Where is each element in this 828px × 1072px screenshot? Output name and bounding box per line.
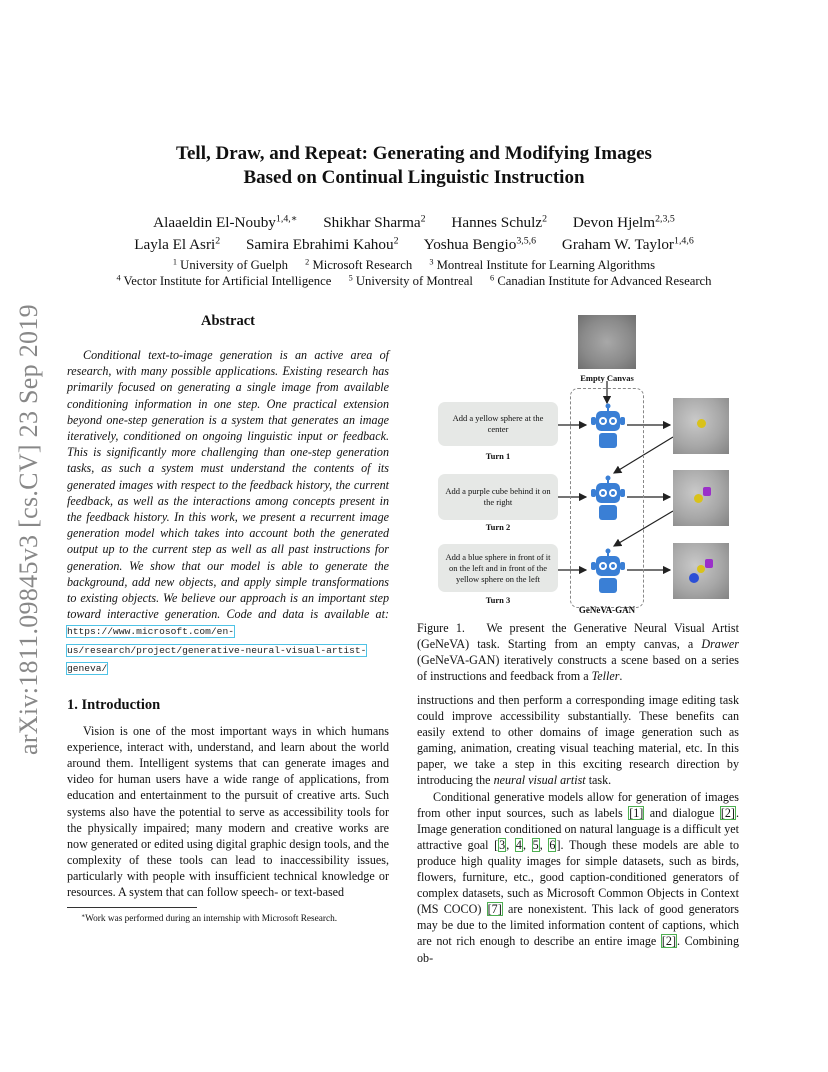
author-affil-mark: 1,4,6 bbox=[674, 235, 694, 247]
citation-link[interactable]: [2] bbox=[720, 805, 735, 820]
abstract-heading: Abstract bbox=[201, 313, 255, 329]
affiliation-list bbox=[40, 257, 788, 289]
affiliation: Vector Institute for Artificial Intelligence bbox=[123, 274, 332, 288]
citation-link[interactable]: [1] bbox=[629, 805, 644, 820]
abstract-body bbox=[67, 347, 389, 677]
separator: , bbox=[522, 837, 532, 852]
paragraph-text: and dialogue bbox=[649, 805, 715, 820]
separator: , bbox=[506, 837, 515, 852]
body-paragraph bbox=[417, 692, 739, 789]
yellow-sphere bbox=[694, 494, 703, 503]
turn-1-result-image bbox=[673, 398, 729, 454]
abstract-text: Conditional text-to-image generation is an active area of research, with many possible applications. Existing research has primarily focused on generating a single image from available conditioning information in one step. One practical extension beyond one-step generation is a system that generates an image iteratively, conditioned on ongoing linguistic input or feedback. This is significantly more challenging than one-step generation tasks, as such a system must understand the contents of its generated images with respect to the feedback history, the current feedback, as well as the interactions among concepts present in the feedback history. In this work, we present a recurrent image generation model which takes into account both the generated output up to the current step as well as all past instructions for generation. We show that our model is able to generate the background, add new objects, and apply simple transformations to existing objects. We believe our approach is an important step toward interactive generation. Code and data is available at: bbox=[67, 348, 389, 622]
instruction-turn-2: Add a purple cube behind it on the right bbox=[438, 474, 558, 520]
turn-3-result-image bbox=[673, 543, 729, 599]
separator: , bbox=[539, 837, 549, 852]
paragraph-text: . Combining ob- bbox=[417, 934, 739, 965]
affil-number: 4 bbox=[116, 273, 121, 283]
paragraph-text: task. bbox=[588, 773, 612, 788]
paragraph-text: . Image generation conditioned on natural language is a difficult yet attractive goal [ bbox=[417, 805, 739, 852]
caption-label: Figure 1. bbox=[417, 621, 465, 635]
author-list bbox=[60, 212, 768, 256]
section-heading-introduction: 1. Introduction bbox=[67, 697, 161, 714]
robot-icon bbox=[590, 403, 626, 449]
project-link[interactable]: https://www.microsoft.com/en-us/research/project/generative-neural-visual-artist-geneva/ bbox=[67, 626, 367, 674]
instruction-turn-3: Add a blue sphere in front of it on the left and in front of the yellow sphere on the left bbox=[438, 544, 558, 592]
footnote-mark: ∗ bbox=[81, 913, 86, 920]
figure-1-caption bbox=[417, 620, 739, 684]
caption-drawer: Drawer bbox=[701, 637, 739, 651]
citation-link[interactable]: 3 bbox=[499, 837, 506, 852]
author-affil-mark: 2 bbox=[420, 213, 426, 225]
affiliation: Canadian Institute for Advanced Research bbox=[497, 274, 712, 288]
intro-paragraph: Vision is one of the most important ways in which humans experience, interact with, understand, and learn about the world around them. Intelligent systems that can generate images and video for human users have a wide range of applications, from education and entertainment to the pursuit of creative arts. Such systems also have the potential to serve as accessibility tools for the physically impaired; many modern and creative works are now generated or edited using digital graphic design tools, and the complexity of these tools can lead to inaccessibility issues, particularly with people with insufficient technical knowledge or resources. A system that can follow speech- or text-based bbox=[67, 724, 389, 899]
left-column bbox=[67, 313, 389, 925]
author-affil-mark: 3,5,6 bbox=[516, 235, 537, 247]
blue-sphere bbox=[689, 573, 699, 583]
author-name: Yoshua Bengio bbox=[423, 236, 517, 253]
affil-number: 1 bbox=[172, 257, 177, 267]
turn-1-label: Turn 1 bbox=[485, 451, 511, 461]
empty-canvas-image bbox=[578, 315, 636, 369]
footnote-divider bbox=[67, 907, 197, 908]
title-line-1: Tell, Draw, and Repeat: Generating and Modifying Images bbox=[176, 143, 652, 164]
author-name: Alaaeldin El-Nouby bbox=[153, 214, 276, 231]
yellow-sphere bbox=[697, 565, 705, 573]
emphasis-text: neural visual artist bbox=[493, 773, 586, 788]
turn-3-label: Turn 3 bbox=[485, 595, 511, 605]
caption-text: We present the Generative Neural Visual Artist (GeNeVA) task. Starting from an empty canvas, a bbox=[417, 621, 739, 651]
author-affil-mark: 2 bbox=[393, 235, 399, 247]
affil-number: 5 bbox=[348, 273, 353, 283]
robot-icon bbox=[590, 548, 626, 594]
author-affil-mark: 2 bbox=[215, 235, 221, 247]
affiliation-row-1 bbox=[40, 257, 788, 273]
author-affil-mark: 2 bbox=[542, 213, 548, 225]
affiliation: University of Guelph bbox=[180, 258, 288, 272]
right-column bbox=[417, 692, 739, 966]
citation-link[interactable]: [2] bbox=[661, 934, 676, 949]
empty-canvas-label: Empty Canvas bbox=[580, 373, 634, 383]
citation-link[interactable]: 6 bbox=[549, 837, 556, 852]
figure-1 bbox=[430, 315, 750, 617]
author-row-1 bbox=[60, 212, 768, 234]
paragraph-text: Conditional generative models allow for generation of images from other input sources, such as labels bbox=[417, 789, 739, 820]
author-name: Shikhar Sharma bbox=[323, 214, 421, 231]
author-name: Graham W. Taylor bbox=[561, 236, 674, 253]
robot-icon bbox=[590, 475, 626, 521]
paragraph-text: ]. Though these models are able to produce high quality images for simple datasets, such as birds, flowers, furniture, etc., good caption-conditioned generators of complex datasets, such as Microsoft Common Objects in Context (MS COCO) bbox=[417, 837, 740, 917]
author-name: Hannes Schulz bbox=[451, 214, 543, 231]
caption-text: (GeNeVA-GAN) iteratively constructs a scene based on a series of instructions and feedback from a bbox=[417, 653, 739, 683]
author-name: Devon Hjelm bbox=[572, 214, 656, 231]
turn-2-label: Turn 2 bbox=[485, 522, 511, 532]
footnote bbox=[67, 913, 389, 925]
affiliation: University of Montreal bbox=[355, 274, 473, 288]
yellow-sphere bbox=[697, 419, 706, 428]
citation-link[interactable]: [7] bbox=[487, 902, 502, 917]
affiliation: Microsoft Research bbox=[312, 258, 413, 272]
paragraph-text: instructions and then perform a corresponding image editing task could improve accessibility substantially. These benefits can easily extend to other domains of image generation such as gaming, animation, creating visual teaching material, etc. In this paper, we take a step in this exciting research direction by introducing the bbox=[417, 693, 739, 788]
purple-cube bbox=[705, 559, 713, 568]
paper-title bbox=[0, 142, 828, 190]
turn-2-result-image bbox=[673, 470, 729, 526]
author-name: Layla El Asri bbox=[134, 236, 216, 253]
geneva-gan-label: GeNeVA-GAN bbox=[578, 605, 636, 615]
caption-teller: Teller bbox=[591, 669, 620, 683]
arxiv-identifier: arXiv:1811.09845v3 [cs.CV] 23 Sep 2019 bbox=[14, 304, 43, 755]
paragraph-text: are nonexistent. This lack of good generators may be due to the limited information content of captions, which are not rich enough to describe an entire image bbox=[417, 902, 739, 949]
author-affil-mark: 2,3,5 bbox=[655, 213, 675, 225]
affiliation: Montreal Institute for Learning Algorithms bbox=[436, 258, 656, 272]
title-line-2: Based on Continual Linguistic Instruction bbox=[243, 167, 585, 188]
author-row-2 bbox=[60, 234, 768, 256]
purple-cube bbox=[703, 487, 711, 496]
affil-number: 2 bbox=[305, 257, 310, 267]
footnote-text: Work was performed during an internship with Microsoft Research. bbox=[85, 914, 338, 925]
affil-number: 6 bbox=[490, 273, 495, 283]
citation-link[interactable]: 5 bbox=[532, 837, 539, 852]
caption-text: . bbox=[619, 669, 623, 683]
body-paragraph bbox=[417, 789, 739, 966]
affil-number: 3 bbox=[429, 257, 434, 267]
author-name: Samira Ebrahimi Kahou bbox=[245, 236, 394, 253]
citation-link[interactable]: 4 bbox=[515, 837, 522, 852]
affiliation-row-2 bbox=[40, 273, 788, 289]
author-affil-mark: 1,4,∗ bbox=[275, 213, 298, 225]
instruction-turn-1: Add a yellow sphere at the center bbox=[438, 402, 558, 446]
